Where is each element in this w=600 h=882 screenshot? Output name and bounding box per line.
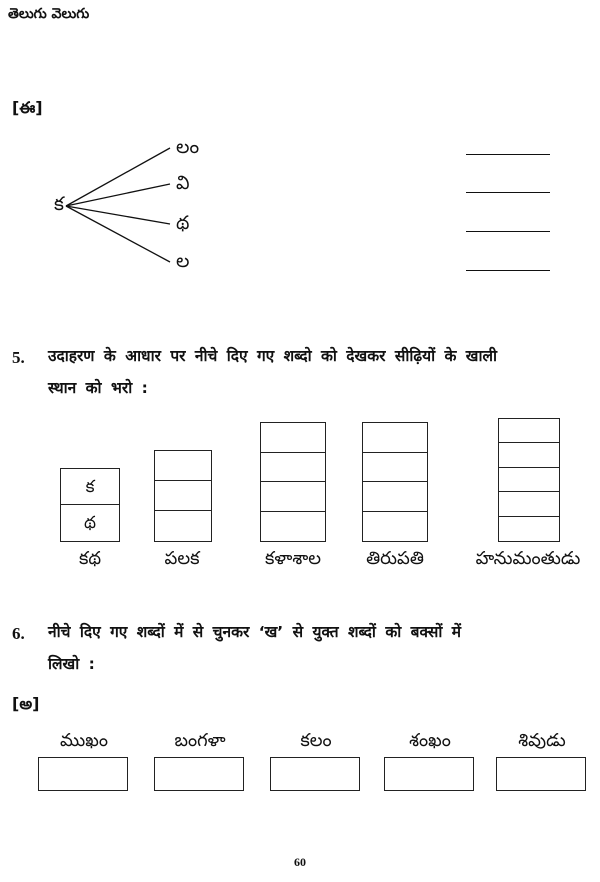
ladder-word-1: కథ bbox=[78, 548, 102, 569]
ladder-rung-blank[interactable] bbox=[363, 482, 427, 512]
ladder-palaka bbox=[154, 450, 212, 542]
ladder-rung-blank[interactable] bbox=[499, 443, 559, 467]
answer-blank-1[interactable] bbox=[466, 154, 550, 155]
branch-syllable-3: థ bbox=[176, 212, 190, 234]
question-5-line-1: उदाहरण के आधार पर नीचे दिए गए शब्दो को देखकर सीढ़ियों के खाली bbox=[48, 347, 497, 365]
ladder-word-5: హనుమంతుడు bbox=[475, 548, 581, 569]
answer-box-2[interactable] bbox=[154, 757, 244, 791]
running-header: తెలుగు వెలుగు bbox=[8, 6, 90, 22]
ladder-rung-blank[interactable] bbox=[261, 423, 325, 453]
answer-box-3[interactable] bbox=[270, 757, 360, 791]
branch-syllable-4: ల bbox=[176, 250, 190, 272]
ladder-word-2: పలక bbox=[164, 548, 200, 569]
ladder-rung: థ bbox=[83, 513, 96, 533]
ladder-hanumantudu bbox=[498, 418, 560, 542]
answer-box-1[interactable] bbox=[38, 757, 128, 791]
ladder-rung: క bbox=[61, 469, 119, 505]
ladder-kalashala bbox=[260, 422, 326, 542]
ladder-rung-blank[interactable] bbox=[499, 517, 559, 541]
answer-blank-2[interactable] bbox=[466, 192, 550, 193]
ladder-rung-blank[interactable] bbox=[155, 481, 211, 511]
ladder-katha bbox=[60, 468, 120, 542]
ladder-rung-blank[interactable] bbox=[261, 482, 325, 512]
ladder-rung-blank[interactable] bbox=[155, 511, 211, 541]
branch-syllable-2: వి bbox=[176, 172, 190, 194]
ladder-rung-blank[interactable] bbox=[499, 492, 559, 516]
ladder-rung-blank[interactable] bbox=[261, 512, 325, 542]
option-word-1: ముఖం bbox=[60, 730, 108, 751]
question-6-number: 6. bbox=[12, 624, 25, 643]
section-label-ee: [ఈ] bbox=[12, 98, 43, 117]
ladder-rung-blank[interactable] bbox=[363, 423, 427, 453]
ladder-rung-blank[interactable] bbox=[499, 419, 559, 443]
page-number: 60 bbox=[294, 855, 306, 869]
question-6-text bbox=[48, 616, 593, 680]
ladder-rung-blank[interactable] bbox=[499, 468, 559, 492]
ladder-rung-blank[interactable] bbox=[363, 453, 427, 483]
answer-blank-3[interactable] bbox=[466, 231, 550, 232]
ladder-rung-blank[interactable] bbox=[155, 451, 211, 481]
question-5-line-2: स्थान को भरो : bbox=[48, 379, 148, 397]
section-label-a: [అ] bbox=[12, 694, 40, 713]
ladder-word-4: తిరుపతి bbox=[366, 548, 424, 569]
branch-line-2 bbox=[66, 184, 170, 206]
option-word-2: బంగళా bbox=[174, 730, 226, 751]
question-5-text bbox=[48, 340, 593, 404]
root-letter: క bbox=[54, 193, 64, 215]
option-word-3: కలం bbox=[300, 730, 332, 751]
question-6-line-2: लिखो : bbox=[48, 655, 95, 673]
answer-box-4[interactable] bbox=[384, 757, 474, 791]
question-6-line-1: नीचे दिए गए शब्दों में से चुनकर ‘ख’ से युक्त शब्दों को बक्सों में bbox=[48, 623, 462, 641]
branch-diagram bbox=[0, 130, 600, 280]
branch-line-1 bbox=[66, 148, 170, 206]
ladder-tirupati bbox=[362, 422, 428, 542]
answer-blank-4[interactable] bbox=[466, 270, 550, 271]
ladder-word-3: కళాశాల bbox=[265, 548, 321, 569]
ladder-rung-blank[interactable] bbox=[363, 512, 427, 542]
option-word-4: శంఖం bbox=[409, 730, 451, 751]
option-word-5: శివుడు bbox=[518, 730, 566, 751]
ladder-rung-blank[interactable] bbox=[261, 453, 325, 483]
branch-syllable-1: లం bbox=[176, 136, 200, 158]
answer-box-5[interactable] bbox=[496, 757, 586, 791]
question-5-number: 5. bbox=[12, 348, 25, 367]
